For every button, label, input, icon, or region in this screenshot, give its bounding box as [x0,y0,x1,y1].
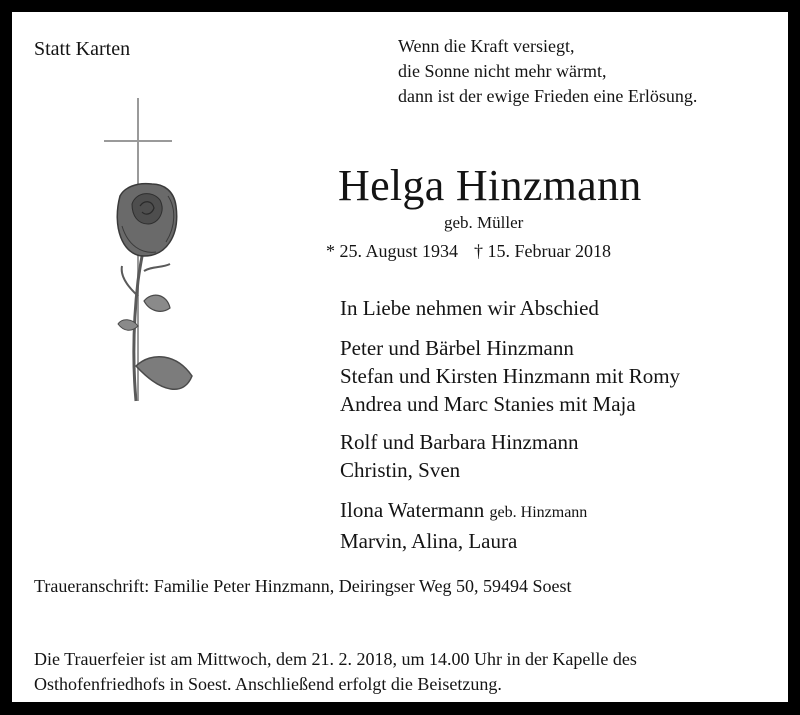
mourner-group-3 [340,496,587,555]
ceremony-line-2: Osthofenfriedhofs in Soest. Anschließend erfolgt die Beisetzung. [34,674,502,694]
ceremony-line-1: Die Trauerfeier ist am Mittwoch, dem 21. 2. 2018, um 14.00 Uhr in der Kapelle des [34,649,637,669]
mourner-group-2 [340,428,579,484]
farewell-intro: In Liebe nehmen wir Abschied [340,296,599,320]
mourner-line [340,496,587,527]
poem [398,34,697,109]
mourner-line: Stefan und Kirsten Hinzmann mit Romy [340,364,681,388]
statt-karten-label: Statt Karten [34,38,131,60]
life-dates [326,241,611,262]
ceremony-notice [34,647,637,697]
mourner-group-1 [340,334,680,418]
mourner-maiden-name: geb. Hinzmann [489,504,588,521]
mourning-address: Traueranschrift: Familie Peter Hinzmann, Deiringser Weg 50, 59494 Soest [34,576,572,596]
obituary-card [12,12,788,702]
birth-date: * 25. August 1934 [326,241,459,261]
mourner-line: Peter und Bärbel Hinzmann [340,336,574,360]
mourner-line: Rolf und Barbara Hinzmann [340,430,579,454]
poem-line-2: die Sonne nicht mehr wärmt, [398,61,607,81]
maiden-name: geb. Müller [444,213,524,232]
rose-icon [117,184,192,401]
poem-line-1: Wenn die Kraft versiegt, [398,36,575,56]
cross-and-rose-emblem [92,96,212,416]
deceased-name: Helga Hinzmann [338,161,642,210]
mourner-line: Andrea und Marc Stanies mit Maja [340,392,636,416]
mourner-line: Christin, Sven [340,458,461,482]
death-date: † 15. Februar 2018 [474,241,611,261]
poem-line-3: dann ist der ewige Frieden eine Erlösung. [398,86,698,106]
mourner-name: Ilona Watermann [340,498,485,522]
mourner-line: Marvin, Alina, Laura [340,529,518,553]
